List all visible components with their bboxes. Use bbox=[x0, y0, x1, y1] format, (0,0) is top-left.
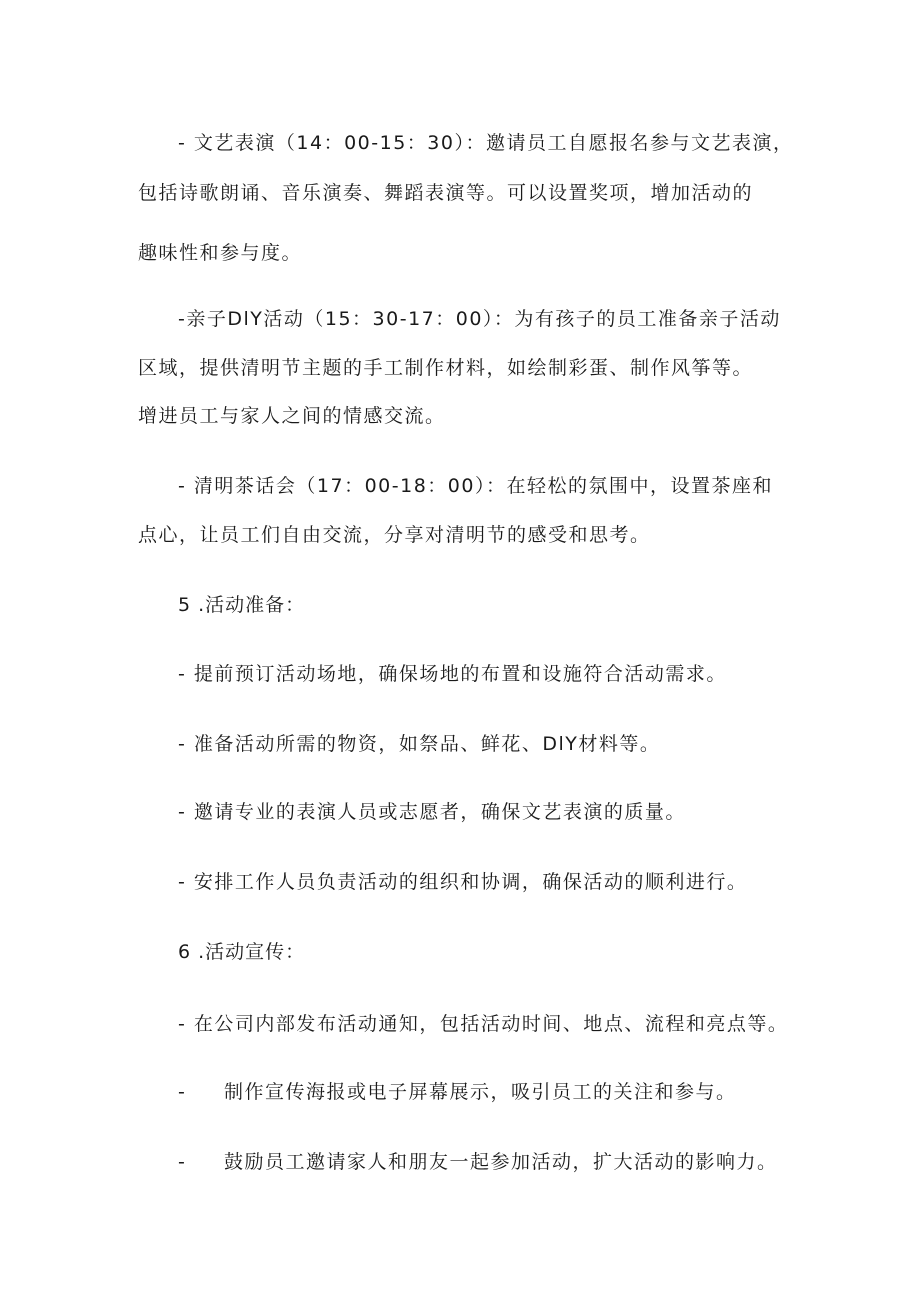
list-item: - 准备活动所需的物资，如祭品、鲜花、DlY材料等。 bbox=[178, 733, 661, 755]
list-item: - 制作宣传海报或电子屏幕展示，吸引员工的关注和参与。 bbox=[178, 1081, 737, 1103]
paragraph-line: 趣味性和参与度。 bbox=[138, 242, 303, 264]
program-item-tea-party: - 清明茶话会（17：00-18：00）：在轻松的氛围中，设置茶座和 bbox=[178, 475, 773, 497]
list-item: - 提前预订活动场地，确保场地的布置和设施符合活动需求。 bbox=[178, 663, 727, 685]
list-item: - 在公司内部发布活动通知，包括活动时间、地点、流程和亮点等。 bbox=[178, 1013, 789, 1035]
paragraph-line: 增进员工与家人之间的情感交流。 bbox=[138, 405, 446, 427]
program-item-family-diy: -亲子DlY活动（15：30-17：00）：为有孩子的员工准备亲子活动 bbox=[178, 308, 781, 330]
program-item-arts-performance: - 文艺表演（14：00-15：30）：邀请员工自愿报名参与文艺表演， bbox=[178, 132, 794, 154]
section-heading-promotion: 6 .活动宣传： bbox=[178, 941, 306, 963]
list-item: - 鼓励员工邀请家人和朋友一起参加活动，扩大活动的影响力。 bbox=[178, 1151, 778, 1173]
paragraph-line: 点心，让员工们自由交流，分享对清明节的感受和思考。 bbox=[138, 524, 651, 546]
list-item: - 安排工作人员负责活动的组织和协调，确保活动的顺利进行。 bbox=[178, 871, 748, 893]
paragraph-line: 区域，提供清明节主题的手工制作材料，如绘制彩蛋、制作风筝等。 bbox=[138, 357, 754, 379]
paragraph-line: 包括诗歌朗诵、音乐演奏、舞蹈表演等。可以设置奖项，增加活动的 bbox=[138, 182, 754, 204]
section-heading-preparation: 5 .活动准备： bbox=[178, 594, 306, 616]
list-item: - 邀请专业的表演人员或志愿者，确保文艺表演的质量。 bbox=[178, 801, 686, 823]
